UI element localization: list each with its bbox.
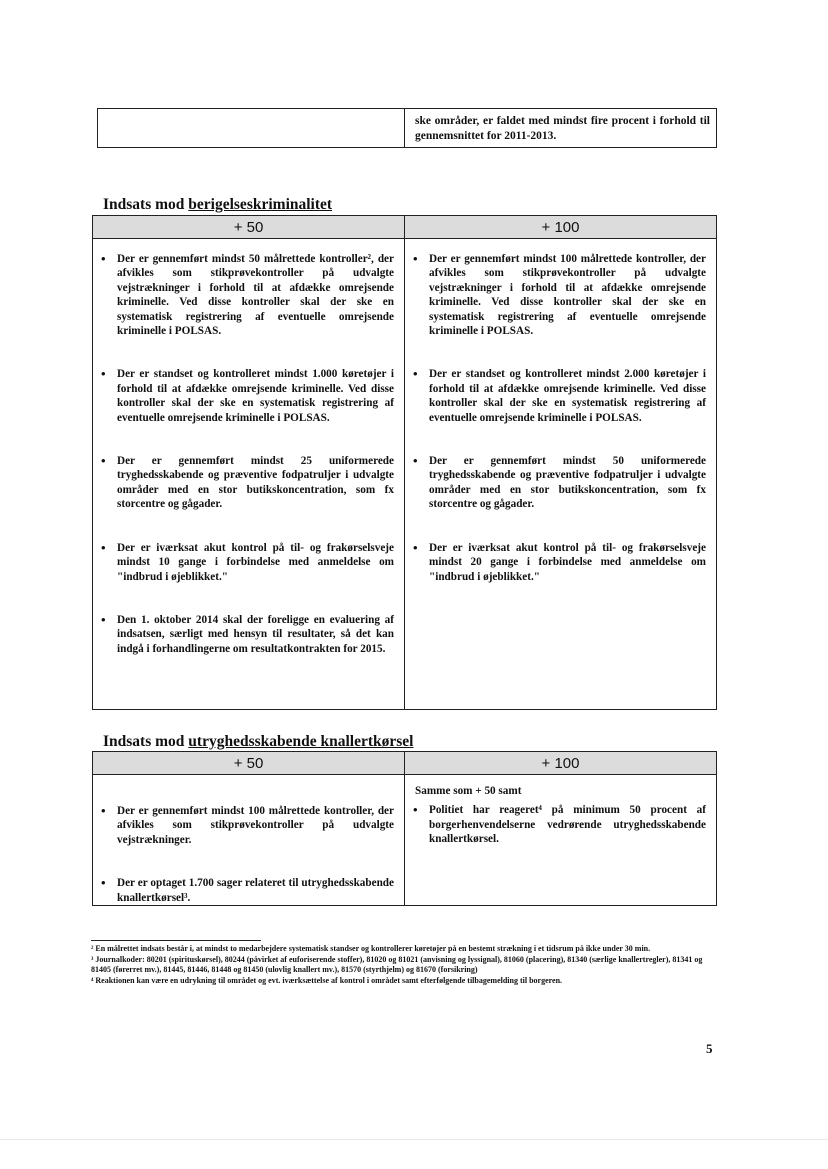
left-item-list <box>93 804 404 905</box>
footnotes <box>91 940 716 986</box>
list-item: • Der er standset og kontrolleret mindst 2.000 køretøjer i forhold til at afdække omrejsende kriminelle. Ved disse kontroller skal der ske en systematisk registrering af eventuelle omrejsende kriminelle i POLSAS. <box>405 367 716 425</box>
list-item: • Der er optaget 1.700 sager relateret til utryghedsskabende knallertkørsel³. <box>93 876 404 905</box>
section-title-prefix: Indsats mod <box>103 733 189 750</box>
list-item: • Der er iværksat akut kontrol på til- og frakørselsveje mindst 10 gange i forbindelse med anmeldelse om "indbrud i øjeblikket." <box>93 541 404 584</box>
page-number: 5 <box>706 1041 713 1056</box>
scan-edge-line <box>0 1139 828 1140</box>
list-item: • Der er standset og kontrolleret mindst 1.000 køretøjer i forhold til at afdække omrejsende kriminelle. Ved disse kontroller skal der ske en systematisk registrering af eventuelle omrejsende kriminelle i POLSAS. <box>93 367 404 425</box>
header-plus-100: + 100 <box>405 216 717 239</box>
knallert-table <box>92 751 717 906</box>
header-plus-100: + 100 <box>405 752 717 775</box>
list-item: • Der er gennemført mindst 100 målrettede kontroller, der afvikles som stikprøvekontroller på udvalgte vejstrækninger i forhold til at afdække omrejsende kriminelle. Ved disse kontroller skal der ske en systematisk registrering af eventuelle omrejsende kriminelle i POLSAS. <box>405 252 716 338</box>
list-item: • Der er gennemført mindst 100 målrettede kontroller, der afvikles som stikprøvekontroller på udvalgte vejstrækninger. <box>93 804 404 847</box>
section-title-underlined: utryghedsskabende knallertkørsel <box>188 733 414 750</box>
list-item: • Politiet har reageret⁴ på minimum 50 procent af borgerhenvendelserne vedrørende utryghedsskabende knallertkørsel. <box>405 803 716 846</box>
list-item: • Der er iværksat akut kontrol på til- og frakørselsveje mindst 20 gange i forbindelse med anmeldelse om "indbrud i øjeblikket." <box>405 541 716 584</box>
right-item-list <box>405 252 716 584</box>
right-intro: Samme som + 50 samt <box>415 785 522 797</box>
right-column-cell <box>405 775 717 906</box>
header-plus-50: + 50 <box>93 216 405 239</box>
footnote-2: ² En målrettet indsats består i, at mindst to medarbejdere systematisk standser og kontrollerer køretøjer på en bestemt strækning i et tidsrum på ikke under 30 min. <box>91 944 651 953</box>
section-title-underlined: berigelseskriminalitet <box>188 196 333 213</box>
berigelse-table <box>92 215 717 710</box>
footnote-4: ⁴ Reaktionen kan være en udrykning til området og evt. iværksættelse af kontrol i området samt efterfølgende tilbagemelding til borgeren. <box>91 975 563 985</box>
right-column-cell <box>405 239 717 710</box>
list-item: • Der er gennemført mindst 50 målrettede kontroller², der afvikles som stikprøvekontroller på udvalgte vejstrækninger i forhold til at afdække omrejsende kriminelle. Ved disse kontroller skal der ske en systematisk registrering af eventuelle omrejsende kriminelle i POLSAS. <box>93 252 404 338</box>
section-title-prefix: Indsats mod <box>103 196 189 213</box>
right-item-list <box>405 803 716 846</box>
section-title-berigelse <box>103 196 332 214</box>
footnote-3: ³ Journalkoder: 80201 (spirituskørsel), 80244 (påvirket af euforiserende stoffer), 81020 og 81021 (anvisning og lyssignal), 81060 (placering), 81340 (særlige knallertregler), 81341 og 81405 (førerret mv.), 81445, 81446, 81448 og 81450 (ulovlig knallert mv.), 81570 (styrthjelm) og 81670 (forsikring) <box>91 954 703 974</box>
continuation-table <box>97 108 717 148</box>
footnote-rule <box>91 940 261 941</box>
list-item: • Der er gennemført mindst 50 uniformerede tryghedsskabende og præventive fodpatruljer i udvalgte områder med en stor butikskoncentration, som fx storcentre og gågader. <box>405 454 716 512</box>
header-plus-50: + 50 <box>93 752 405 775</box>
continuation-empty-cell <box>98 109 405 147</box>
section-title-knallert <box>103 733 414 751</box>
left-column-cell <box>93 775 405 906</box>
list-item: • Den 1. oktober 2014 skal der foreligge en evaluering af indsatsen, særligt med hensyn til resultater, så det kan indgå i forhandlingerne om resultatkontrakten for 2015. <box>93 613 404 656</box>
continuation-text: ske områder, er faldet med mindst fire procent i forhold til gennemsnittet for 2011-2013. <box>415 115 710 142</box>
left-item-list <box>93 252 404 656</box>
left-column-cell <box>93 239 405 710</box>
list-item: • Der er gennemført mindst 25 uniformerede tryghedsskabende og præventive fodpatruljer i udvalgte områder med en stor butikskoncentration, som fx storcentre og gågader. <box>93 454 404 512</box>
